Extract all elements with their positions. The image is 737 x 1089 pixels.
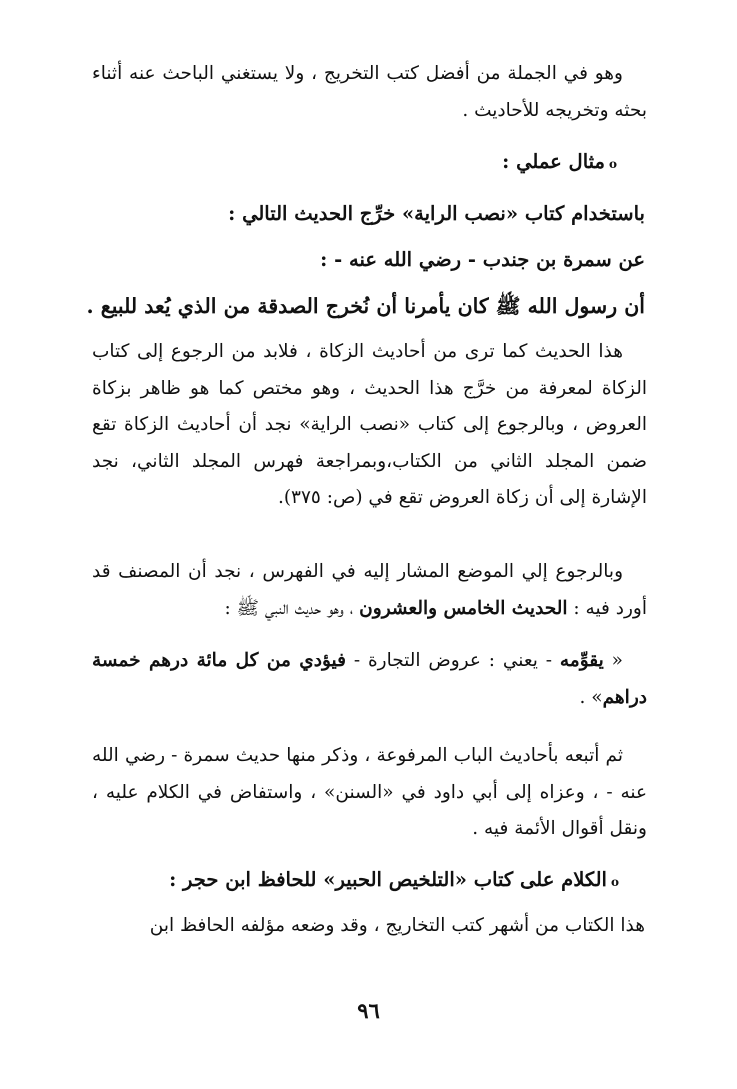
circle-bullet-icon: o [610,875,619,889]
quoted-hadith [92,643,647,716]
paragraph-lookup [92,554,647,627]
example-heading-label: مثال عملي : [502,150,605,173]
quote-bold-end: فيؤدي من كل مائة درهم خمسة دراهم [92,650,647,708]
lookup-text: وبالرجوع إلي الموضع المشار إليه في الفهرس ، نجد أن المصنف قد أورد فيه : [92,561,647,619]
section-heading-label: الكلام على كتاب «التلخيص الحبير» للحافظ ابن حجر : [169,868,607,891]
quote-bold-start: يقوِّمه [559,650,604,671]
hadith-text: أن رسول الله ﷺ كان يأمرنا أن نُخرج الصدقة من الذي يُعد للبيع . [86,294,645,318]
quote-middle: - يعني : عروض التجارة - [353,650,553,671]
example-heading [62,144,617,182]
hadith-narrator: عن سمرة بن جندب - رضي الله عنه - : [320,248,645,271]
quote-open: « [611,650,623,671]
lookup-after: ، وهو حديث النبي ﷺ : [224,597,354,619]
paragraph-talkhis: هذا الكتاب من أشهر كتب التخاريج ، وقد وضعه مؤلفه الحافظ ابن [149,915,645,936]
circle-bullet-icon: o [608,157,617,171]
paragraph-analysis: هذا الحديث كما ترى من أحاديث الزكاة ، فلابد من الرجوع إلى كتاب الزكاة لمعرفة من خرَّج هذا الحديث ، وهو مختص كما هو ظاهر بزكاة العروض ، وبالرجوع إلى كتاب «نصب الراية» نجد أن أحاديث الزكاة تقع ضمن المجلد الثاني من الكتاب،وبمراجعة فهرس المجلد الثاني، نجد الإشارة إلى أن زكاة العروض تقع في (ص: ٣٧٥). [92,341,647,508]
page-number: ٩٦ [357,998,380,1023]
section-heading [64,862,619,900]
paragraph-intro: وهو في الجملة من أفضل كتب التخريج ، ولا يستغني الباحث عنه أثناء بحثه وتخريجه للأحاديث . [92,63,647,121]
exercise-instruction: باستخدام كتاب «نصب الراية» خرِّج الحديث التالي : [228,202,645,225]
paragraph-followup: ثم أتبعه بأحاديث الباب المرفوعة ، وذكر منها حديث سمرة - رضي الله عنه - ، وعزاه إلى أبي داود في «السنن» ، واستفاض في الكلام عليه ، ونقل أقوال الأئمة فيه . [92,745,647,839]
quote-close: » . [579,686,603,708]
hadith-reference: الحديث الخامس والعشرون [359,597,568,619]
